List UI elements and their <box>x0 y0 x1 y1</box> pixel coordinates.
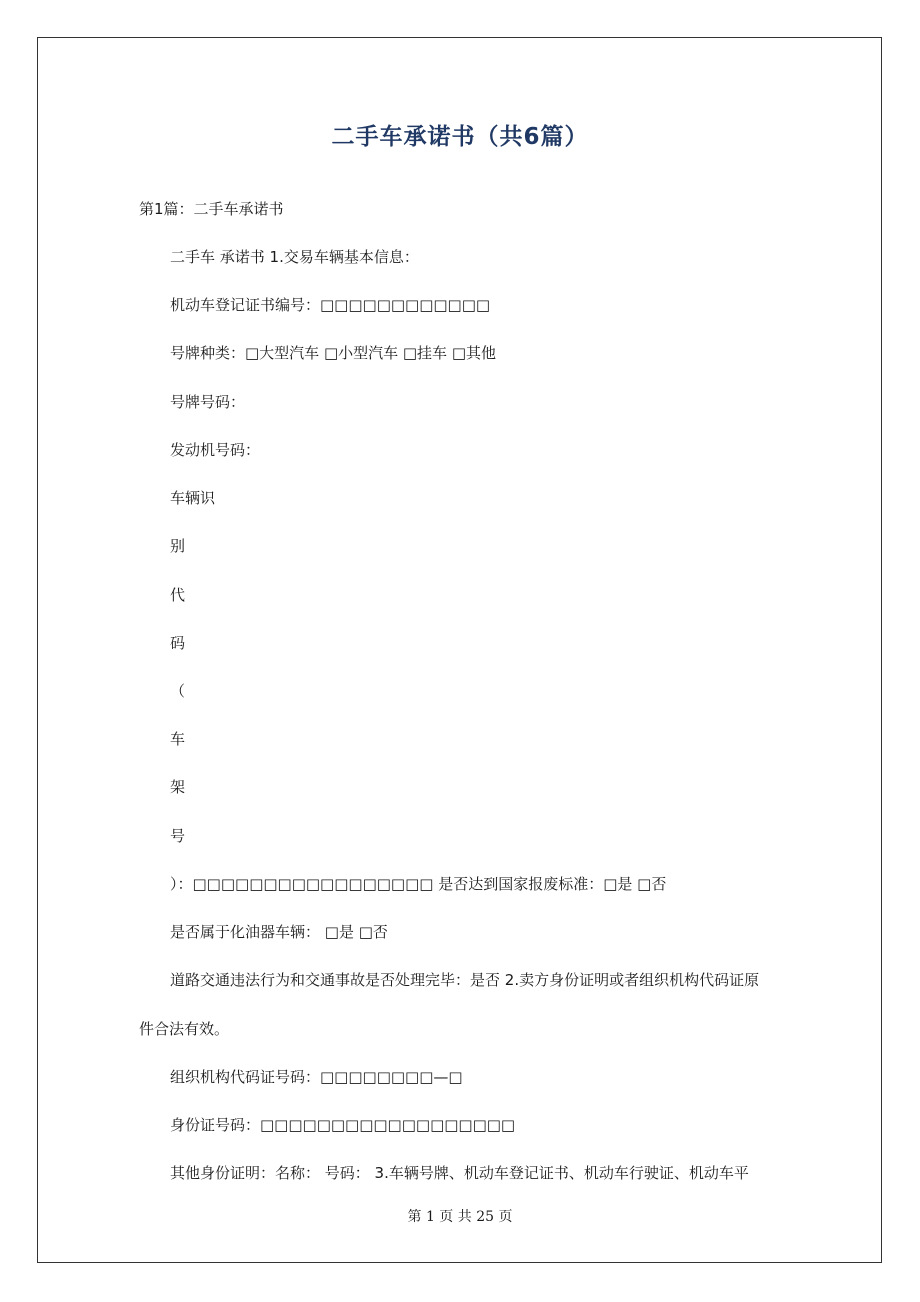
text-line: 号牌种类：□大型汽车 □小型汽车 □挂车 □其他 <box>170 344 496 362</box>
text-line: 件合法有效。 <box>139 1020 230 1038</box>
text-line: 第1篇：二手车承诺书 <box>139 200 284 218</box>
text-line: 二手车 承诺书 1.交易车辆基本信息： <box>170 248 419 266</box>
text-line: 其他身份证明：名称： 号码： 3.车辆号牌、机动车登记证书、机动车行驶证、机动车平 <box>170 1164 749 1182</box>
text-line: 号 <box>170 827 186 845</box>
text-line: 码 <box>170 634 186 652</box>
text-line: ）：□□□□□□□□□□□□□□□□□ 是否达到国家报废标准：□是 □否 <box>170 875 667 893</box>
text-line: 车辆识 <box>170 489 216 507</box>
text-line: 身份证号码：□□□□□□□□□□□□□□□□□□ <box>170 1116 516 1134</box>
text-line: 架 <box>170 778 186 796</box>
text-line: 别 <box>170 537 186 555</box>
text-line: 发动机号码： <box>170 441 261 459</box>
text-line: 是否属于化油器车辆： □是 □否 <box>170 923 388 941</box>
text-line: 组织机构代码证号码：□□□□□□□□—□ <box>170 1068 463 1086</box>
text-line: 道路交通违法行为和交通事故是否处理完毕：是否 2.卖方身份证明或者组织机构代码证原 <box>170 971 760 989</box>
text-line: 代 <box>170 586 186 604</box>
document-title: 二手车承诺书（共6篇） <box>331 124 589 150</box>
text-line: 机动车登记证书编号：□□□□□□□□□□□□ <box>170 296 491 314</box>
text-line: （ <box>170 682 186 700</box>
text-line: 号牌号码： <box>170 393 246 411</box>
page-footer: 第 1 页 共 25 页 <box>407 1209 513 1225</box>
text-line: 车 <box>170 730 186 748</box>
